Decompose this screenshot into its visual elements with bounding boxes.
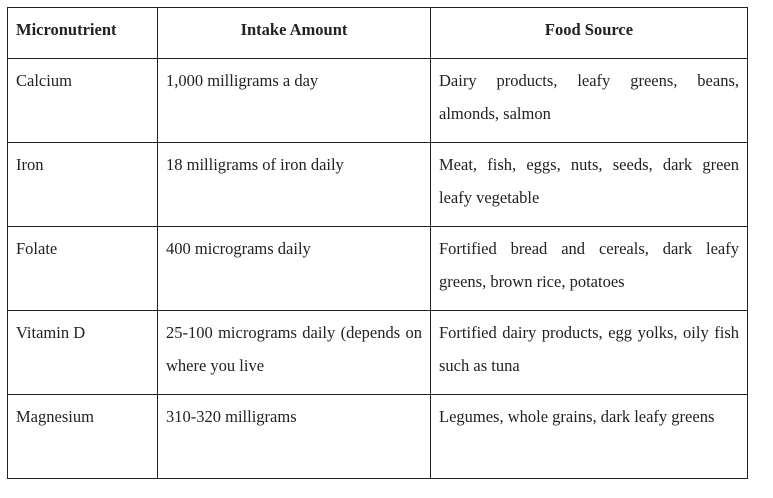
table-header-row xyxy=(8,8,748,59)
cell-intake-amount: 18 milligrams of iron daily xyxy=(158,143,431,227)
cell-food-source: Fortified bread and cereals, dark leafy greens, brown rice, potatoes xyxy=(431,227,748,311)
cell-intake-amount: 400 micrograms daily xyxy=(158,227,431,311)
cell-micronutrient: Iron xyxy=(8,143,158,227)
cell-micronutrient: Folate xyxy=(8,227,158,311)
table-row xyxy=(8,143,748,227)
cell-intake-amount: 25-100 micrograms daily (depends on where you live xyxy=(158,311,431,395)
cell-intake-amount: 310-320 milligrams xyxy=(158,395,431,479)
table-row xyxy=(8,395,748,479)
table-row xyxy=(8,59,748,143)
cell-food-source: Legumes, whole grains, dark leafy greens xyxy=(431,395,748,479)
cell-micronutrient: Vitamin D xyxy=(8,311,158,395)
cell-micronutrient: Calcium xyxy=(8,59,158,143)
header-intake-amount: Intake Amount xyxy=(158,8,431,59)
cell-intake-amount: 1,000 milligrams a day xyxy=(158,59,431,143)
table-row xyxy=(8,227,748,311)
header-micronutrient: Micronutrient xyxy=(8,8,158,59)
micronutrient-table xyxy=(7,7,748,479)
table-row xyxy=(8,311,748,395)
cell-food-source: Meat, fish, eggs, nuts, seeds, dark green leafy vegetable xyxy=(431,143,748,227)
header-food-source: Food Source xyxy=(431,8,748,59)
cell-food-source: Dairy products, leafy greens, beans, almonds, salmon xyxy=(431,59,748,143)
cell-food-source: Fortified dairy products, egg yolks, oily fish such as tuna xyxy=(431,311,748,395)
cell-micronutrient: Magnesium xyxy=(8,395,158,479)
